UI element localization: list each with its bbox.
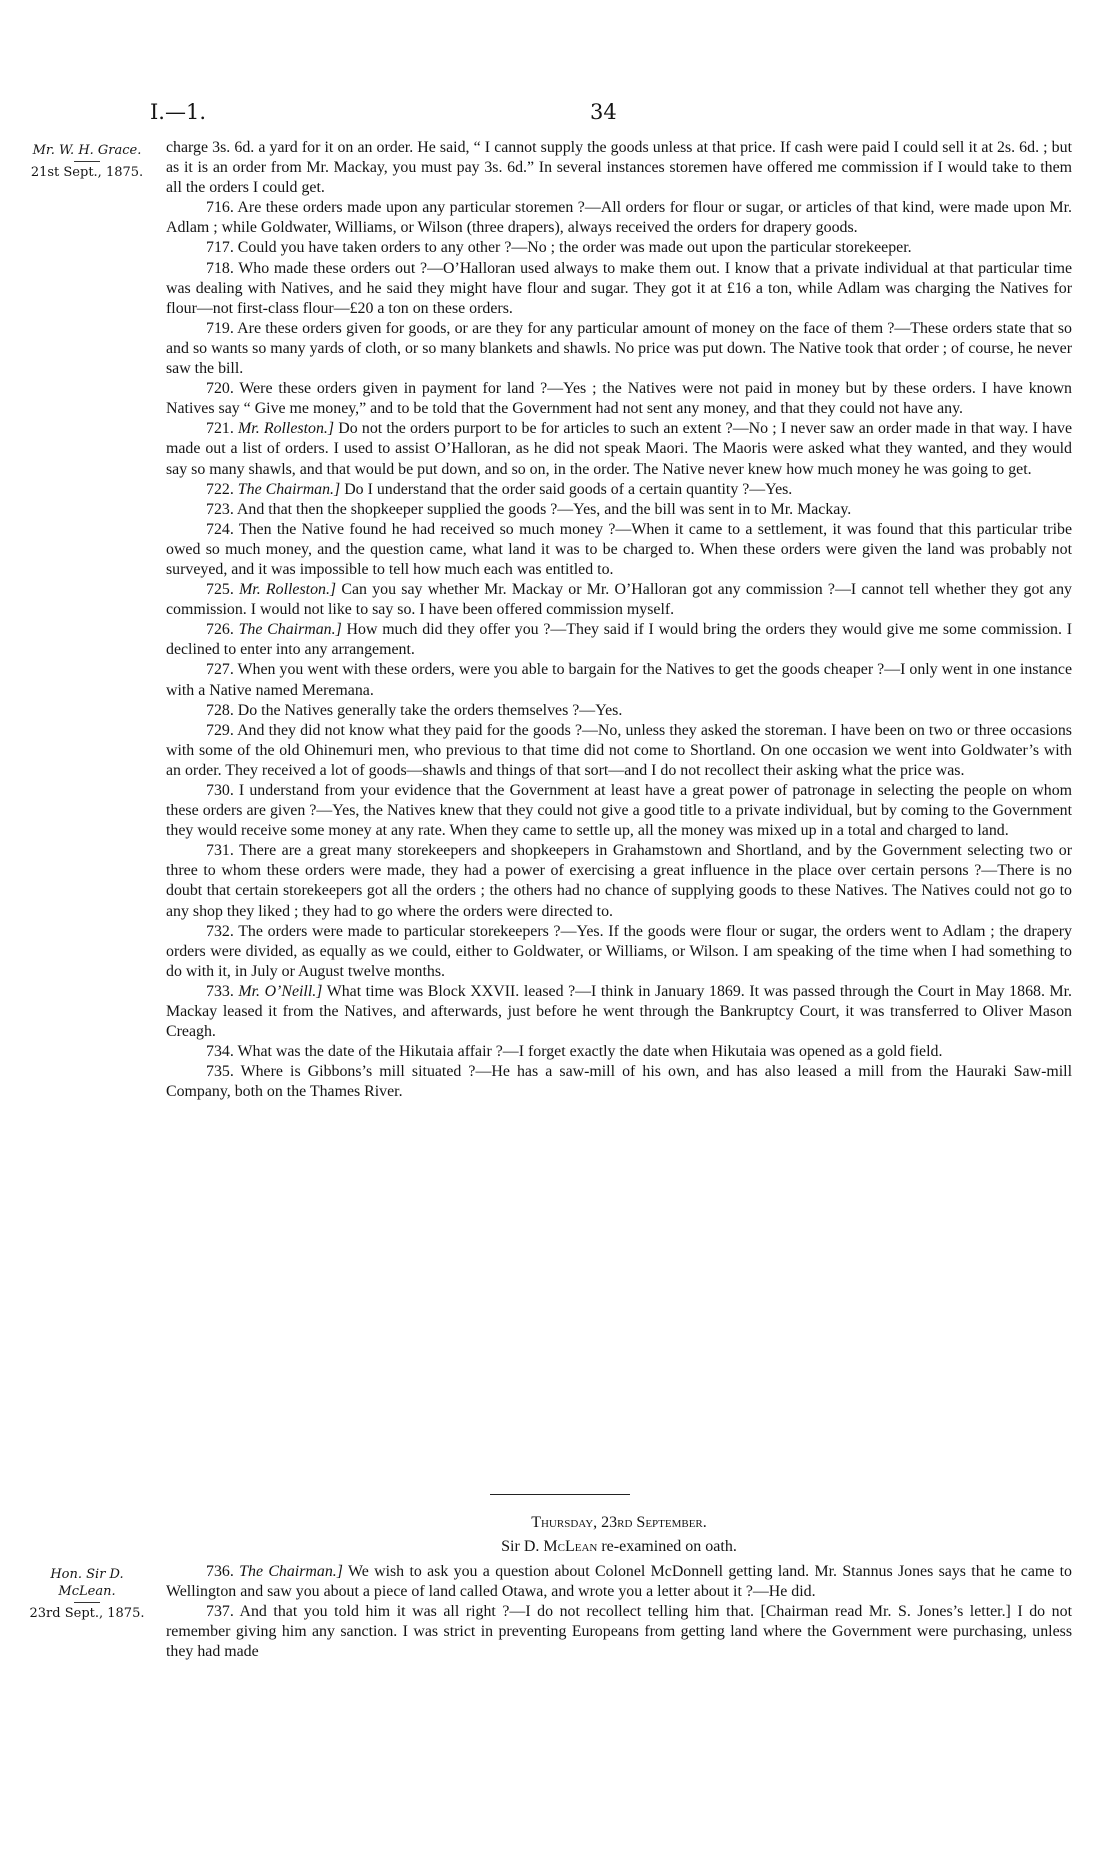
question-number: 736.	[206, 1563, 234, 1580]
question-719: 719. Are these orders given for goods, or are they for any particular amount of money on the face of them ?—These orders state that so and so wants so many yards of cloth, or so many blankets and shawls. No price was put down. The Native took that order ; of course, he never saw the bill.	[166, 319, 1072, 378]
question-text: Do not the orders purport to be for articles to such an extent ?—No ; I never saw an order made in that way. I have made out a list of orders. I used to assist O’Halloran, as he did not speak Maori. The Maoris were asked what they wanted, and they would say so many shawls, and that would be put down, and so on, in the order. The Native never knew how much money he was going to get.	[166, 420, 1072, 478]
question-text: We wish to ask you a question about Colonel McDonnell getting land. Mr. Stannus Jones says that he came to Wellington and saw you about a piece of land called Otawa, and wrote you a letter about it ?—He did.	[166, 1563, 1073, 1601]
question-717: 717. Could you have taken orders to any other ?—No ; the order was made out upon the particular storekeeper.	[206, 239, 912, 257]
margin-date: 23rd Sept., 1875.	[29, 1606, 145, 1621]
question-number: 725.	[206, 581, 234, 599]
witness-heading-name: McLean	[543, 1538, 598, 1555]
question-730: 730. I understand from your evidence that the Government at least have a great power of patronage in selecting the people on whom these orders are given ?—Yes, the Natives knew that they could not give a good title to a private individual, but by coming to the Government they would receive some money at any rate. When they came to settle up, all the money was mixed up in a total and charged to land.	[166, 782, 1072, 840]
question-number: 726.	[206, 621, 234, 639]
speaker: Mr. Rolleston.]	[238, 420, 335, 438]
question-716: 716. Are these orders made upon any particular storemen ?—All orders for flour or sugar, or articles of that kind, were made upon Mr. Adlam ; while Goldwater, Williams, or Wilson (three drapers), always received the orders for drapery goods.	[166, 199, 1072, 237]
question-725	[166, 580, 1072, 620]
question-text: Do I understand that the order said goods of a certain quantity ?—Yes.	[344, 480, 793, 498]
page-header	[150, 100, 1050, 130]
question-number: 722.	[206, 480, 234, 498]
question-text: Can you say whether Mr. Mackay or Mr. O’Halloran got any commission ?—I cannot tell whether they got any commission. I would not like to say so. I have been offered commission myself.	[166, 581, 1072, 619]
margin-note-witness-grace	[12, 142, 162, 181]
question-721	[166, 419, 1072, 479]
margin-witness-name-line2: McLean.	[58, 1584, 116, 1599]
margin-divider	[74, 1602, 100, 1603]
evidence-section-1	[166, 138, 1072, 1103]
question-number: 721.	[206, 420, 234, 438]
question-text: How much did they offer you ?—They said if I would bring the orders they would give me some commission. I declined to enter into any arrangement.	[166, 621, 1072, 659]
question-number: 733.	[206, 982, 234, 1000]
question-731: 731. There are a great many storekeepers and shopkeepers in Grahamstown and Shortland, and by the Government selecting two or three to whom these orders were made, they had a power of exercising a great influence in the place over certain persons ?—There is no doubt that certain storekeepers got all the orders ; the others had no chance of supplying goods to these Natives. The Natives could not go to any shop they liked ; they had to go where the orders were directed to.	[166, 842, 1072, 920]
speaker: Mr. O’Neill.]	[238, 982, 323, 1000]
question-722	[166, 480, 1072, 500]
margin-date: 21st Sept., 1875.	[30, 165, 144, 180]
date-heading: Thursday, 23rd September.	[531, 1514, 707, 1531]
question-text: What time was Block XXVII. leased ?—I think in January 1869. It was passed through the Court in May 1868. Mr. Mackay leased it from the Natives, and afterwards, just before he went through the Bankruptcy Court, it was transferred to Oliver Mason Creagh.	[166, 982, 1073, 1041]
page-number: 34	[590, 100, 617, 124]
question-737: 737. And that you told him it was all right ?—I do not recollect telling him that. [Chairman read Mr. S. Jones’s letter.] I do not remember giving him any sanction. I was strict in preventing Europeans from getting land where the Government were purchasing, unless they had made	[166, 1603, 1072, 1661]
question-718: 718. Who made these orders out ?—O’Halloran used always to make them out. I know that a private individual at that particular time was dealing with Natives, and he said they might have flour and sugar. They got it at £16 a ton, while Adlam was charging the Natives for flour—not first-class flour—£20 a ton on these orders.	[166, 259, 1072, 317]
paragraph-opening: charge 3s. 6d. a yard for it on an order. He said, “ I cannot supply the goods unless at that price. If cash were paid I could sell it at 2s. 6d. ; but as it is an order from Mr. Mackay, you must pay 3s. 6d.” In several instances storemen have offered me commission if I would take to them all the orders I could get.	[166, 139, 1072, 197]
question-736	[166, 1562, 1072, 1602]
question-724: 724. Then the Native found he had received so much money ?—When it came to a settlement, it was found that this particular tribe owed so much money, and the question came, what land it was to be charged to. When these orders were given the land was probably not surveyed, and it was impossible to tell how much each was entitled to.	[166, 520, 1072, 578]
question-723: 723. And that then the shopkeeper supplied the goods ?—Yes, and the bill was sent in to Mr. Mackay.	[206, 500, 852, 518]
question-733	[166, 982, 1072, 1042]
speaker: Mr. Rolleston.]	[239, 581, 337, 599]
question-729: 729. And they did not know what they paid for the goods ?—No, unless they asked the storeman. I have been on two or three occasions with some of the old Ohinemuri men, who previous to that time did not come to Shortland. On one occasion we went into Goldwater’s with an order. They received a lot of goods—shawls and things of that sort—and I do not recollect their asking what the price was.	[166, 721, 1072, 779]
question-734: 734. What was the date of the Hikutaia affair ?—I forget exactly the date when Hikutaia was opened as a gold field.	[206, 1043, 943, 1061]
question-732: 732. The orders were made to particular storekeepers ?—Yes. If the goods were flour or sugar, the orders went to Adlam ; the drapery orders were divided, as equally as we could, either to Goldwater, or Williams, or Wilson. I am speaking of the time when I had something to do with it, in July or August twelve months.	[166, 922, 1072, 980]
question-720: 720. Were these orders given in payment for land ?—Yes ; the Natives were not paid in money but by these orders. I have known Natives say “ Give me money,” and to be told that the Government had not sent any money, and that they could not have any.	[166, 380, 1072, 418]
document-code: I.—1.	[150, 100, 207, 124]
speaker: The Chairman.]	[239, 1563, 343, 1580]
margin-divider	[74, 161, 100, 162]
witness-heading-prefix: Sir D.	[501, 1538, 544, 1555]
margin-witness-name-line1: Hon. Sir D.	[50, 1567, 124, 1582]
question-735: 735. Where is Gibbons’s mill situated ?—He has a saw-mill of his own, and has also leased a mill from the Hauraki Saw-mill Company, both on the Thames River.	[166, 1063, 1072, 1101]
witness-heading-suffix: re-examined on oath.	[597, 1538, 737, 1555]
evidence-section-3	[166, 1562, 1072, 1662]
speaker: The Chairman.]	[237, 480, 341, 498]
question-727: 727. When you went with these orders, were you able to bargain for the Natives to get the goods cheaper ?—I only went in one instance with a Native named Meremana.	[166, 661, 1072, 699]
speaker: The Chairman.]	[238, 621, 342, 639]
margin-note-witness-mclean	[12, 1566, 162, 1622]
question-728: 728. Do the Natives generally take the orders themselves ?—Yes.	[206, 701, 623, 719]
witness-heading	[166, 1536, 1072, 1557]
margin-witness-name: Mr. W. H. Grace.	[32, 143, 142, 158]
question-726	[166, 620, 1072, 660]
section-divider	[490, 1494, 630, 1495]
